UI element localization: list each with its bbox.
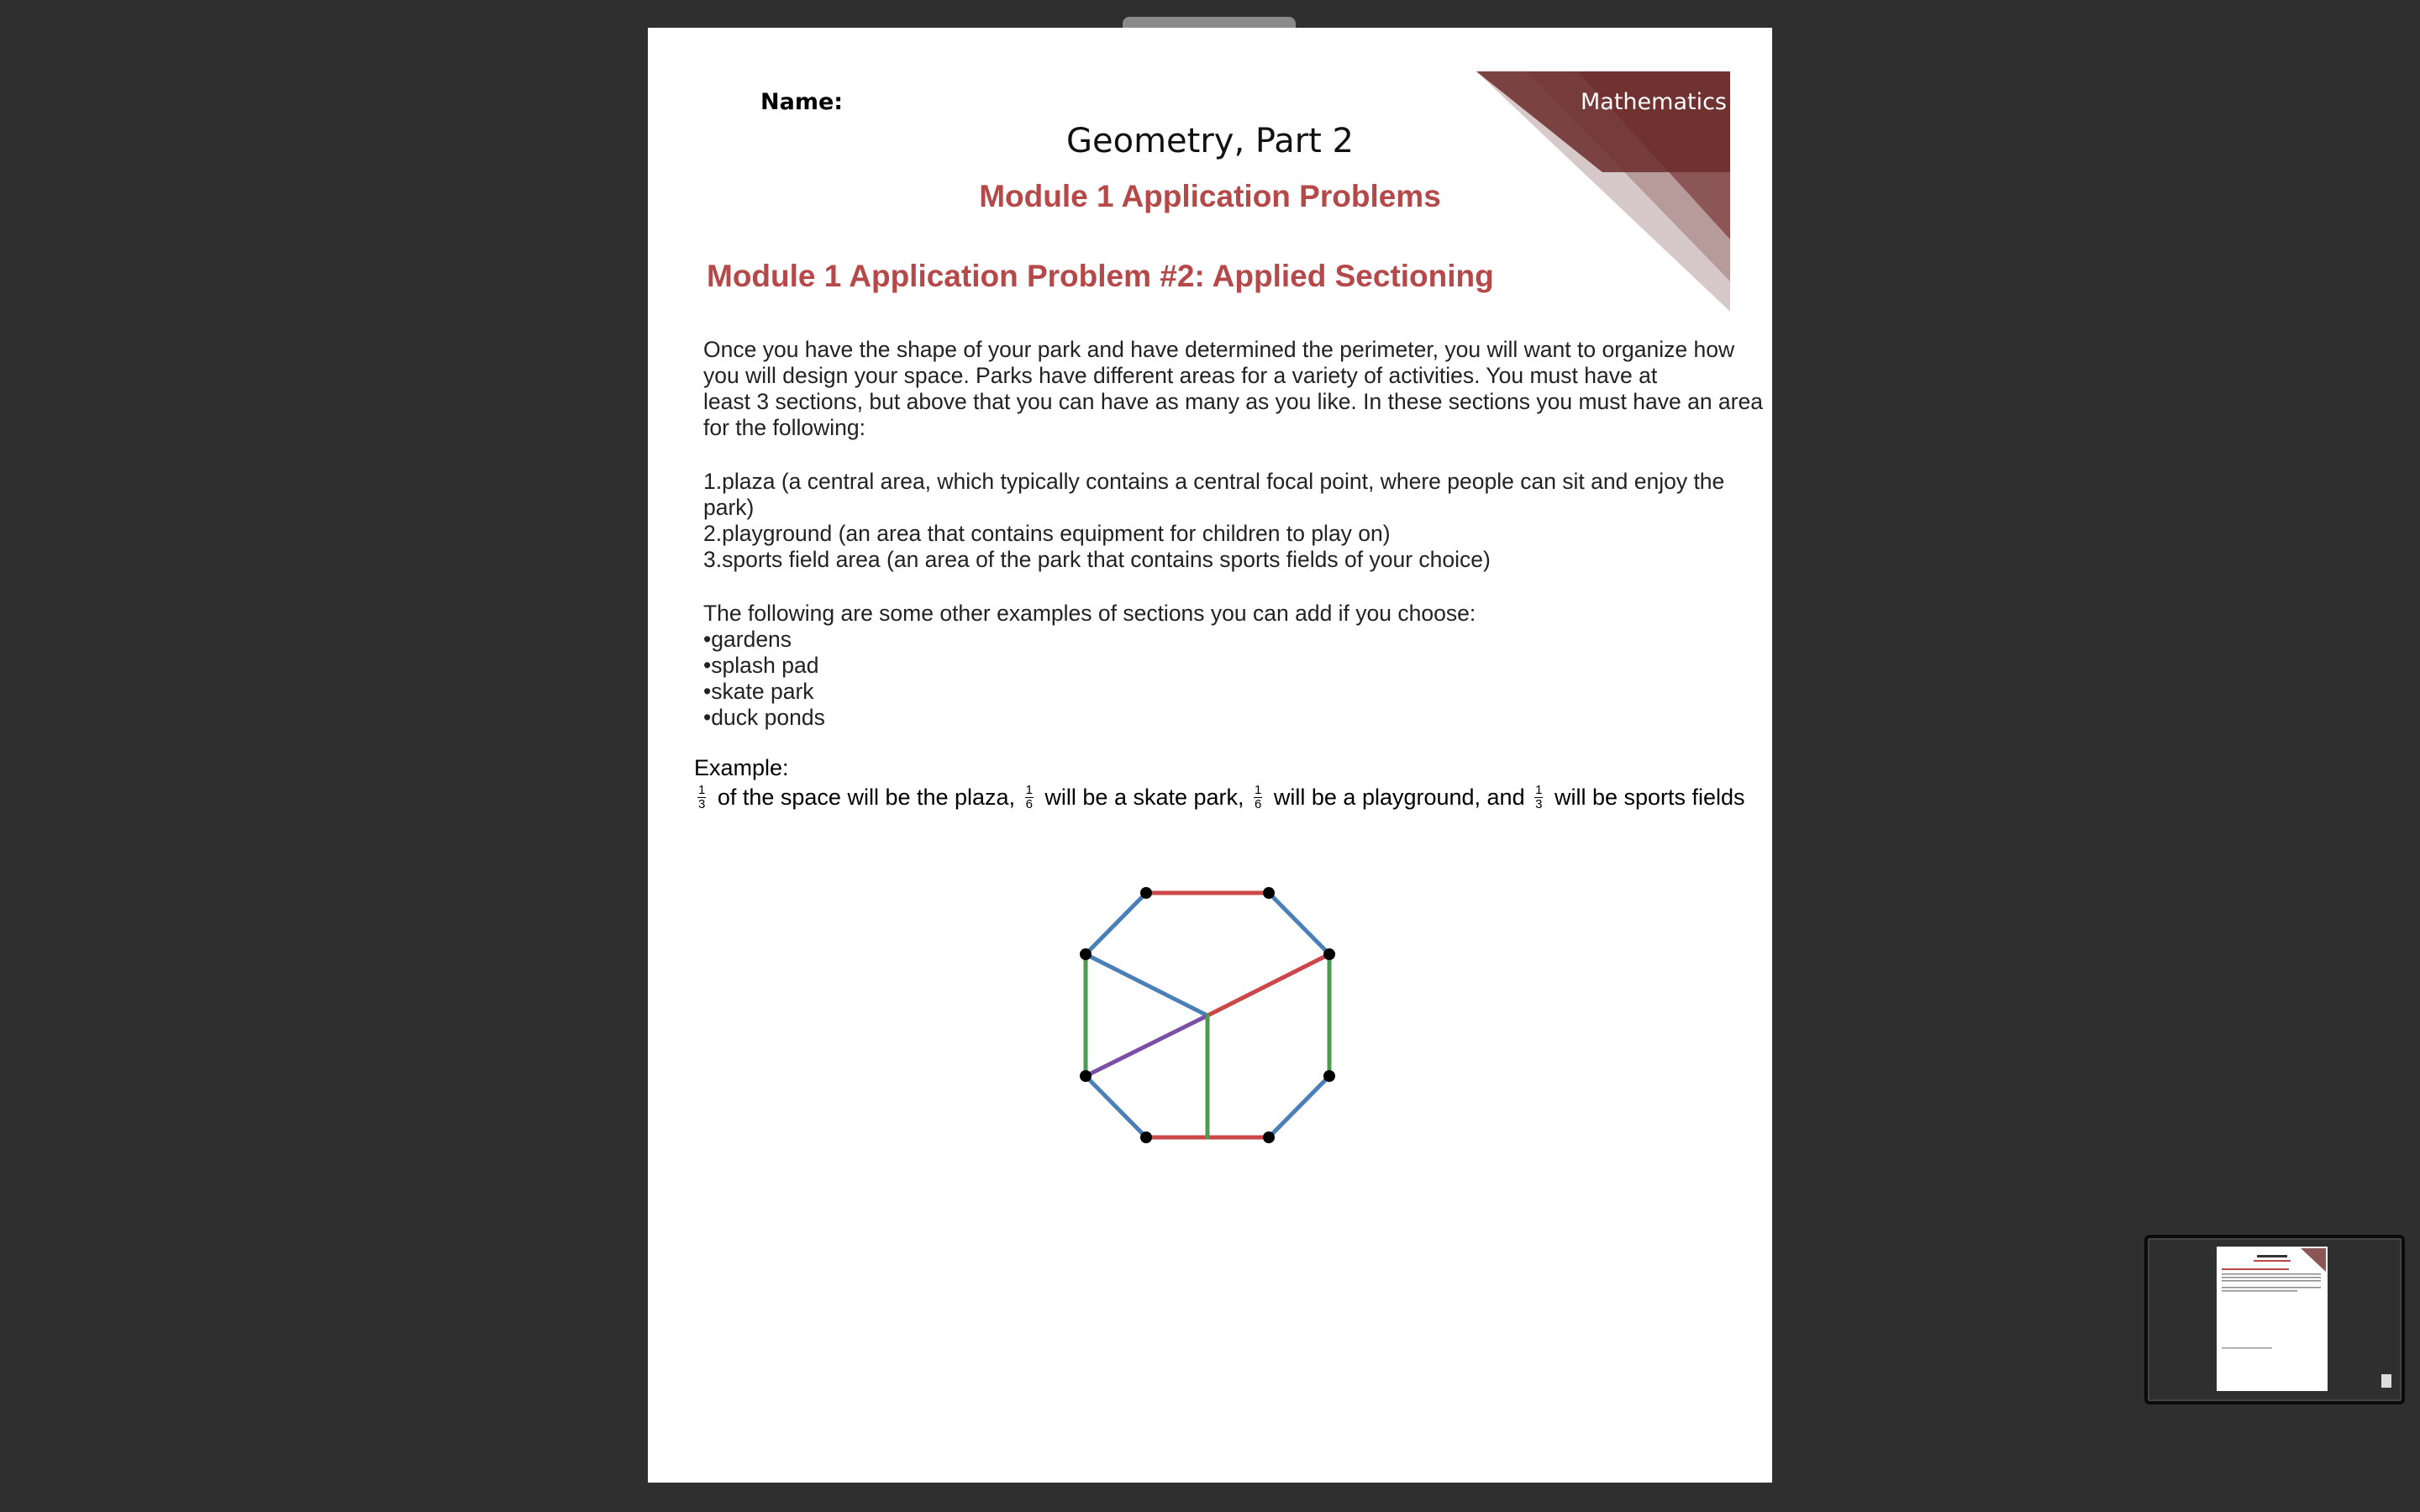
fraction: $\frac{1}{6}$ xyxy=(1255,783,1262,811)
list-item: •splash pad xyxy=(703,653,819,678)
example-text: will be a skate park, xyxy=(1038,785,1251,810)
fraction: $\frac{1}{6}$ xyxy=(1025,783,1033,811)
list-item: •skate park xyxy=(703,679,814,704)
intro-line: you will design your space. Parks have different areas for a variety of activities. You must have at xyxy=(703,363,1658,388)
example-label: Example: xyxy=(694,755,789,780)
fraction: $\frac{1}{3}$ xyxy=(698,783,706,811)
intro-line: least 3 sections, but above that you can have as many as you like. In these sections you must have an area xyxy=(703,389,1763,414)
edge-top-left xyxy=(1086,893,1146,954)
vertex-dot xyxy=(1323,948,1335,960)
page-thumbnail-navigator[interactable] xyxy=(2144,1235,2405,1404)
list-item: 3.sports field area (an area of the park that contains sports fields of your choice) xyxy=(703,547,1491,572)
vertex-dot xyxy=(1080,948,1092,960)
intro-line: Once you have the shape of your park and have determined the perimeter, you will want to organize how xyxy=(703,337,1735,362)
list-item: •duck ponds xyxy=(703,705,825,730)
divider-upper-left xyxy=(1086,954,1207,1016)
document-subtitle: Module 1 Application Problems xyxy=(979,179,1441,213)
edge-bottom-left xyxy=(1086,1076,1146,1137)
example-text: will be sports fields xyxy=(1548,785,1745,810)
name-label: Name: xyxy=(760,89,844,115)
list-item: 2.playground (an area that contains equipment for children to play on) xyxy=(703,521,1391,546)
vertex-dot xyxy=(1263,887,1275,899)
optional-intro: The following are some other examples of sections you can add if you choose: xyxy=(703,601,1476,626)
vertex-dot xyxy=(1080,1070,1092,1082)
intro-line: for the following: xyxy=(703,415,865,440)
example-sentence xyxy=(694,784,1745,811)
vertex-dot xyxy=(1323,1070,1335,1082)
subject-label: Mathematics xyxy=(1581,89,1727,115)
thumbnail-page-preview[interactable] xyxy=(2217,1247,2328,1391)
example-text: will be a playground, and xyxy=(1267,785,1532,810)
fraction: $\frac{1}{3}$ xyxy=(1535,783,1543,811)
intro-paragraph xyxy=(703,337,1763,441)
document-page xyxy=(648,28,1772,1483)
divider-lower-left xyxy=(1086,1016,1207,1076)
edge-bottom-right xyxy=(1269,1076,1329,1137)
vertex-dot xyxy=(1263,1131,1275,1143)
example-text: of the space will be the plaza, xyxy=(711,785,1022,810)
list-item: park) xyxy=(703,495,755,520)
divider-right xyxy=(1207,954,1329,1016)
list-item: 1.plaza (a central area, which typically contains a central focal point, where people can sit and enjoy the xyxy=(703,469,1725,494)
list-item: •gardens xyxy=(703,627,792,652)
vertex-dot xyxy=(1140,887,1152,899)
optional-list xyxy=(703,601,1735,731)
edge-top-right xyxy=(1269,893,1329,954)
required-list xyxy=(703,469,1735,573)
vertex-dot xyxy=(1140,1131,1152,1143)
octagon-section-diagram xyxy=(1068,859,1354,1162)
problem-heading: Module 1 Application Problem #2: Applied Sectioning xyxy=(707,259,1494,293)
document-title: Geometry, Part 2 xyxy=(1065,122,1354,160)
thumbnail-scroll-handle[interactable] xyxy=(2381,1374,2391,1388)
thumbnail-content xyxy=(2217,1247,2328,1391)
